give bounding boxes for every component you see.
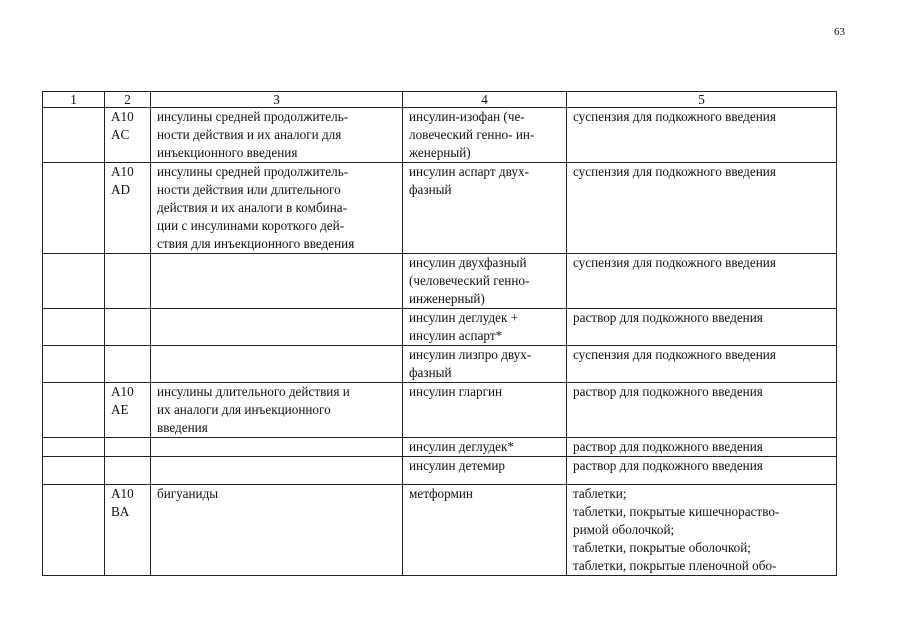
cell-form: раствор для подкожного введения — [567, 438, 837, 457]
header-col-1: 1 — [43, 92, 105, 108]
cell-form: суспензия для подкожного введения — [567, 254, 837, 309]
header-col-5: 5 — [567, 92, 837, 108]
table-row — [43, 309, 837, 346]
cell-atc-code — [105, 346, 151, 383]
cell-group — [151, 309, 403, 346]
table-row — [43, 485, 837, 576]
cell-form: таблетки; таблетки, покрытые кишечнораство- римой оболочкой; таблетки, покрытые оболочкой; таблетки, покрытые пленочной обо- — [567, 485, 837, 576]
cell-drug: инсулин аспарт двух- фазный — [403, 163, 567, 254]
cell-drug: инсулин деглудек + инсулин аспарт* — [403, 309, 567, 346]
table-header-row — [43, 92, 837, 108]
cell-drug: инсулин детемир — [403, 457, 567, 485]
cell-col1 — [43, 309, 105, 346]
cell-atc-code — [105, 438, 151, 457]
cell-group — [151, 346, 403, 383]
cell-group — [151, 254, 403, 309]
cell-form: суспензия для подкожного введения — [567, 108, 837, 163]
cell-col1 — [43, 346, 105, 383]
cell-col1 — [43, 457, 105, 485]
cell-col1 — [43, 108, 105, 163]
table-row — [43, 254, 837, 309]
cell-group: инсулины средней продолжитель- ности действия и их аналоги для инъекционного введения — [151, 108, 403, 163]
cell-atc-code: A10 AE — [105, 383, 151, 438]
cell-drug: инсулин деглудек* — [403, 438, 567, 457]
cell-form: раствор для подкожного введения — [567, 309, 837, 346]
cell-atc-code: A10 AD — [105, 163, 151, 254]
cell-form: суспензия для подкожного введения — [567, 346, 837, 383]
cell-atc-code — [105, 254, 151, 309]
header-col-4: 4 — [403, 92, 567, 108]
cell-atc-code: A10 BA — [105, 485, 151, 576]
cell-group: инсулины средней продолжитель- ности действия или длительного действия и их аналоги в комбина- ции с инсулинами короткого дей- ствия для инъекционного введения — [151, 163, 403, 254]
cell-col1 — [43, 254, 105, 309]
table-row — [43, 108, 837, 163]
cell-atc-code — [105, 309, 151, 346]
cell-atc-code — [105, 457, 151, 485]
table-row — [43, 163, 837, 254]
cell-drug: метформин — [403, 485, 567, 576]
cell-group: бигуаниды — [151, 485, 403, 576]
cell-col1 — [43, 485, 105, 576]
cell-drug: инсулин гларгин — [403, 383, 567, 438]
cell-group — [151, 457, 403, 485]
cell-group — [151, 438, 403, 457]
cell-atc-code: A10 AC — [105, 108, 151, 163]
cell-form: суспензия для подкожного введения — [567, 163, 837, 254]
table-row — [43, 383, 837, 438]
table-row — [43, 346, 837, 383]
cell-form: раствор для подкожного введения — [567, 457, 837, 485]
cell-group: инсулины длительного действия и их аналоги для инъекционного введения — [151, 383, 403, 438]
cell-drug: инсулин-изофан (че- ловеческий генно- ин- женерный) — [403, 108, 567, 163]
cell-col1 — [43, 383, 105, 438]
drug-table — [42, 91, 837, 576]
cell-drug: инсулин лизпро двух- фазный — [403, 346, 567, 383]
header-col-2: 2 — [105, 92, 151, 108]
page-number: 63 — [834, 26, 845, 38]
table-row — [43, 457, 837, 485]
cell-form: раствор для подкожного введения — [567, 383, 837, 438]
header-col-3: 3 — [151, 92, 403, 108]
table-row — [43, 438, 837, 457]
cell-drug: инсулин двухфазный (человеческий генно- инженерный) — [403, 254, 567, 309]
cell-col1 — [43, 163, 105, 254]
cell-col1 — [43, 438, 105, 457]
